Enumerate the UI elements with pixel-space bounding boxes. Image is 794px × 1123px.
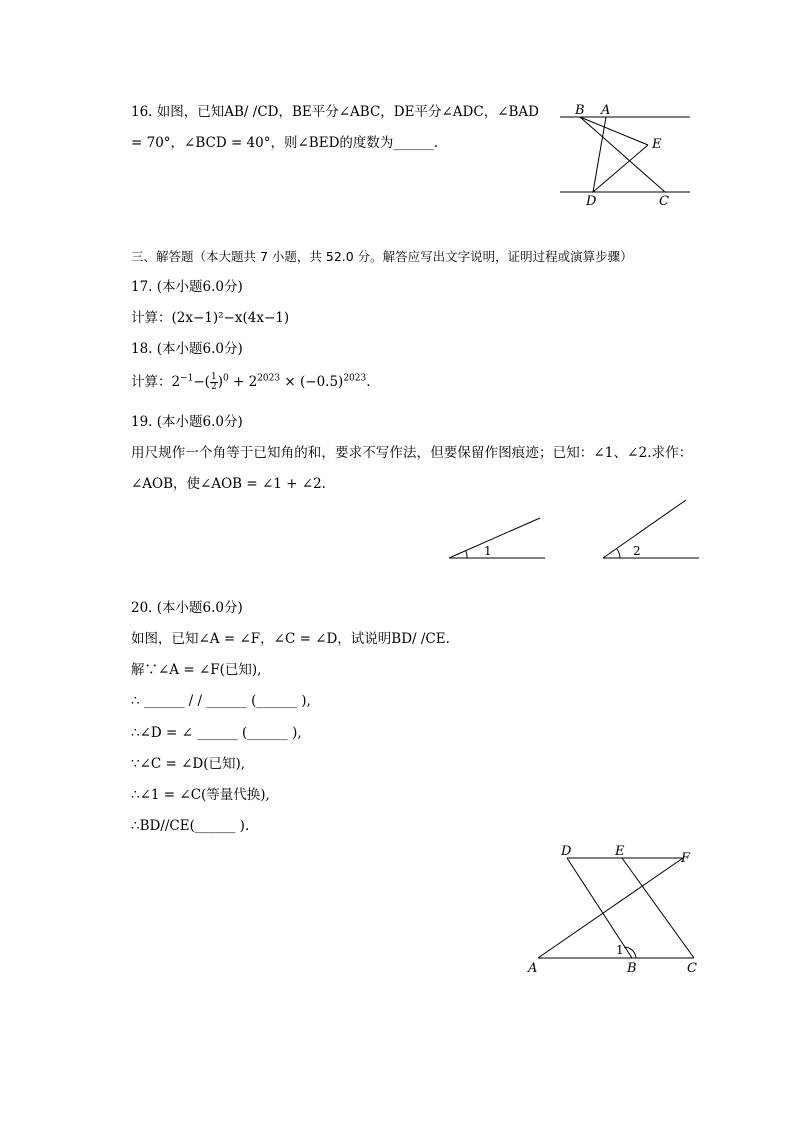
section-heading: 三、解答题（本大题共 7 小题，共 52.0 分。解答应写出文字说明，证明过程或演算步骤）: [131, 249, 633, 264]
q20-label-c: C: [687, 961, 697, 976]
q20-given: 如图，已知∠A = ∠F，∠C = ∠D，试说明BD/ /CE.: [131, 631, 450, 647]
segment-ad: [593, 117, 606, 192]
figure-q16: [560, 117, 690, 192]
q18-exp4: 2023: [343, 373, 367, 384]
angle2-ray: [603, 500, 686, 558]
q20-label-b: B: [627, 961, 637, 976]
angle1-arc: [466, 551, 467, 558]
q18-exp3: 2023: [257, 373, 281, 384]
q18-frac-den: 2: [210, 382, 217, 392]
angle-2-figure: [603, 500, 699, 558]
label-b: B: [575, 103, 585, 118]
q17-header: 17. (本小题6.0分): [131, 279, 243, 295]
q20-label-a: A: [528, 961, 538, 976]
label-d: D: [586, 194, 597, 209]
q18-mid1: −(: [193, 374, 210, 390]
q20-step5: ∴∠1 = ∠C(等量代换),: [131, 787, 270, 803]
q18-mid4: × (−0.5): [280, 374, 344, 390]
angle-1-figure: [449, 518, 545, 558]
angle2-arc: [617, 549, 620, 558]
q20-step3: ∴∠D = ∠ ______ (______ ),: [131, 725, 302, 741]
angle1-label: 1: [484, 544, 492, 558]
q20-step4: ∵∠C = ∠D(已知),: [131, 756, 246, 772]
angle1-ray: [449, 518, 540, 558]
label-a: A: [601, 103, 611, 118]
q18-end: .: [366, 374, 371, 390]
q20-label-f: F: [681, 851, 691, 866]
q19-header: 19. (本小题6.0分): [131, 414, 243, 430]
q18-prefix: 计算：2: [131, 374, 181, 390]
label-e: E: [652, 137, 662, 152]
q18-frac-num: 1: [210, 372, 217, 382]
segment-af: [538, 858, 683, 958]
angle2-label: 2: [633, 544, 641, 558]
q19-text2: ∠AOB，使∠AOB = ∠1 + ∠2.: [131, 476, 326, 492]
segment-de: [593, 145, 648, 192]
q16-line2: = 70°，∠BCD = 40°，则∠BED的度数为______.: [131, 135, 439, 151]
q20-step2: ∴ ______ / / ______ (______ ),: [131, 693, 311, 709]
segment-bc: [580, 117, 665, 192]
label-c: C: [659, 194, 669, 209]
q20-step1: 解∵∠A = ∠F(已知),: [131, 662, 262, 678]
q16-line1: 16. 如图，已知AB/ /CD，BE平分∠ABC，DE平分∠ADC，∠BAD: [131, 104, 540, 120]
q19-text1: 用尺规作一个角等于已知角的和，要求不写作法，但要保留作图痕迹；已知：∠1、∠2.求作：: [131, 445, 693, 461]
q17-calc: 计算：(2x−1)²−x(4x−1): [131, 310, 290, 326]
q18-header: 18. (本小题6.0分): [131, 341, 243, 357]
q20-label-1: 1: [616, 943, 624, 957]
q18-mid3: + 2: [228, 374, 258, 390]
q20-step6: ∴BD//CE(______ ).: [131, 818, 250, 834]
q18-exp1: −1: [180, 373, 194, 384]
q18-mid2: ): [217, 374, 223, 390]
q18-exp2: 0: [222, 373, 229, 384]
segment-be: [580, 117, 648, 145]
q20-label-d: D: [561, 844, 572, 859]
q20-label-e: E: [615, 844, 625, 859]
q20-header: 20. (本小题6.0分): [131, 600, 243, 616]
segment-ec: [622, 858, 694, 958]
